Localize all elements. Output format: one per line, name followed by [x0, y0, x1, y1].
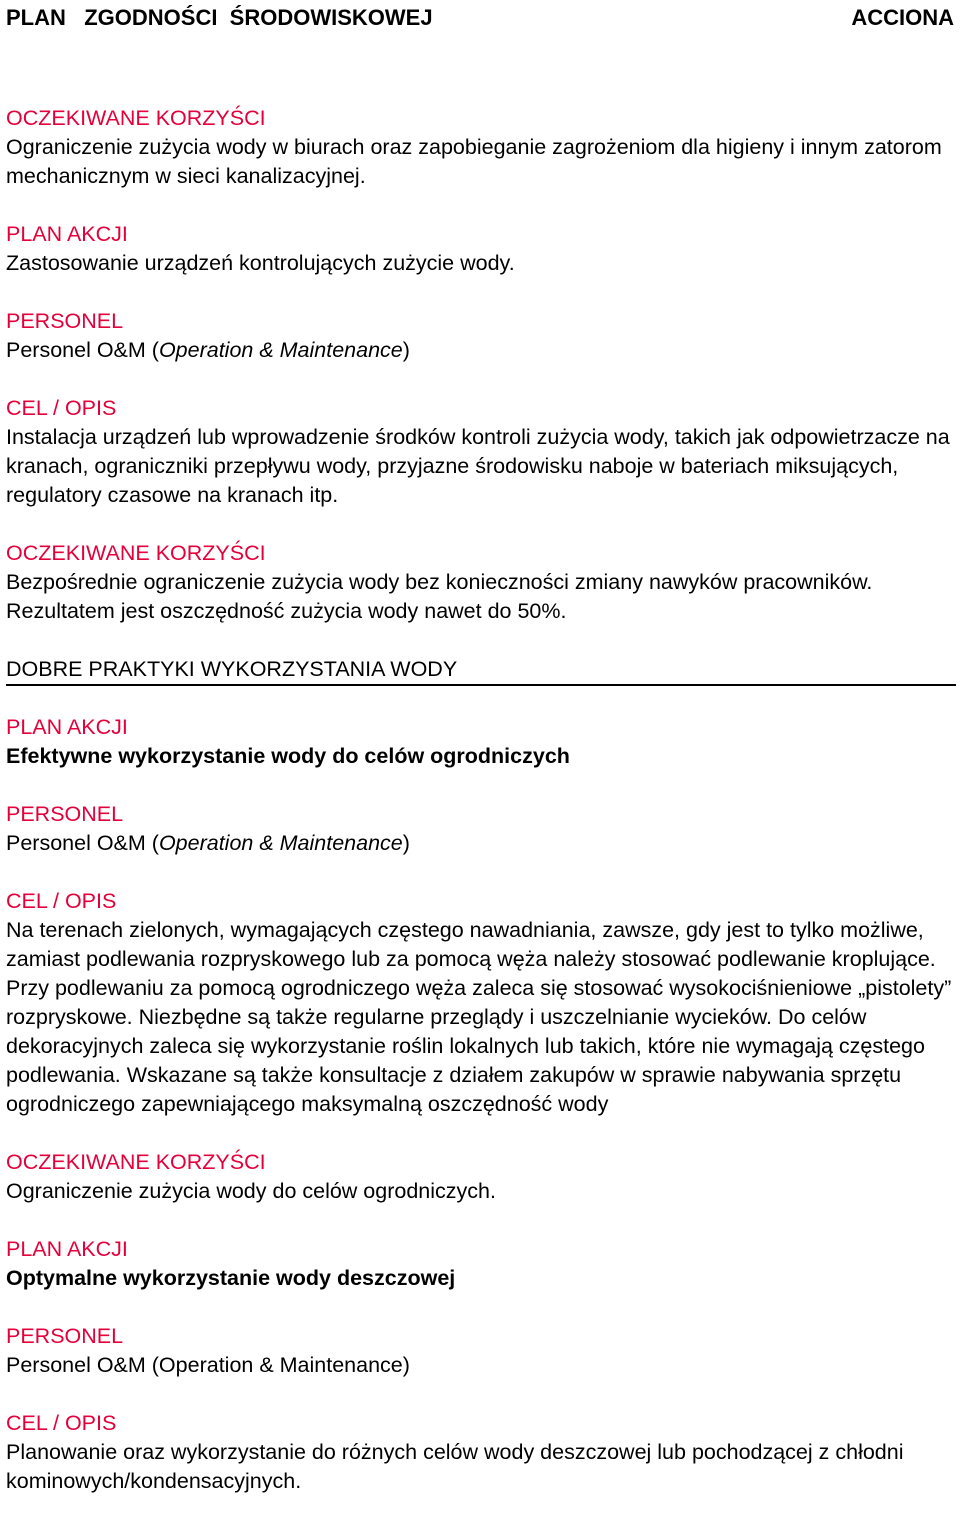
staff-label: PERSONEL [6, 802, 124, 826]
action-plan-text: Optymalne wykorzystanie wody deszczowej [6, 1266, 456, 1290]
benefits-text: Ograniczenie zużycia wody w biurach oraz zapobieganie zagrożeniom dla higieny i innym zatorom mechanicznym w sieci kanalizacyjnej. [6, 135, 942, 188]
action-plan-text: Zastosowanie urządzeń kontrolujących zużycie wody. [6, 251, 515, 275]
benefits-text-2: Bezpośrednie ograniczenie zużycia wody bez konieczności zmiany nawyków pracowników. Rezultatem jest oszczędność zużycia wody nawet do 50%. [6, 570, 873, 623]
document-body [6, 104, 958, 1496]
staff-text: Personel O&M (Operation & Maintenance) [6, 338, 410, 362]
action-plan-label: PLAN AKCJI [6, 222, 128, 246]
company-name: ACCIONA [851, 5, 954, 30]
goal-text: Instalacja urządzeń lub wprowadzenie środków kontroli zużycia wody, takich jak odpowietrzacze na kranach, ograniczniki przepływu wody, przyjazne środowisku naboje w bateriach miksujących, regulatory czasowe na kranach itp. [6, 425, 950, 507]
page-header [6, 2, 954, 34]
action-plan-label: PLAN AKCJI [6, 715, 128, 739]
goal-label: CEL / OPIS [6, 1411, 117, 1435]
goal-label: CEL / OPIS [6, 396, 117, 420]
action-plan-text: Efektywne wykorzystanie wody do celów ogrodniczych [6, 744, 570, 768]
benefits-label-2: OCZEKIWANE KORZYŚCI [6, 541, 266, 565]
section-title: DOBRE PRAKTYKI WYKORZYSTANIA WODY [6, 657, 458, 681]
goal-label: CEL / OPIS [6, 889, 117, 913]
staff-text: Personel O&M (Operation & Maintenance) [6, 831, 410, 855]
goal-text: Na terenach zielonych, wymagających częstego nawadniania, zawsze, gdy jest to tylko możliwe, zamiast podlewania rozpryskowego lub za pomocą węża należy stosować podlewanie kroplujące. Przy podlewaniu za pomocą ogrodniczego węża zaleca się stosować wysokociśnieniowe „pistolety” rozpryskowe. Niezbędne są także regularne przeglądy i uszczelnianie wycieków. Do celów dekoracyjnych zaleca się wykorzystanie roślin lokalnych lub takich, które nie wymagają częstego podlewania. Wskazane są także konsultacje z działem zakupów w sprawie nabywania sprzętu ogrodniczego zapewniającego maksymalną oszczędność wody [6, 918, 952, 1116]
goal-text: Planowanie oraz wykorzystanie do różnych celów wody deszczowej lub pochodzącej z chłodni kominowych/kondensacyjnych. [6, 1440, 904, 1493]
staff-label: PERSONEL [6, 1324, 124, 1348]
benefits-text: Ograniczenie zużycia wody do celów ogrodniczych. [6, 1179, 496, 1203]
staff-label: PERSONEL [6, 309, 124, 333]
document-title: PLAN ZGODNOŚCI ŚRODOWISKOWEJ [6, 5, 433, 30]
benefits-label: OCZEKIWANE KORZYŚCI [6, 1150, 266, 1174]
benefits-label: OCZEKIWANE KORZYŚCI [6, 106, 266, 130]
staff-text: Personel O&M (Operation & Maintenance) [6, 1353, 410, 1377]
action-plan-label: PLAN AKCJI [6, 1237, 128, 1261]
